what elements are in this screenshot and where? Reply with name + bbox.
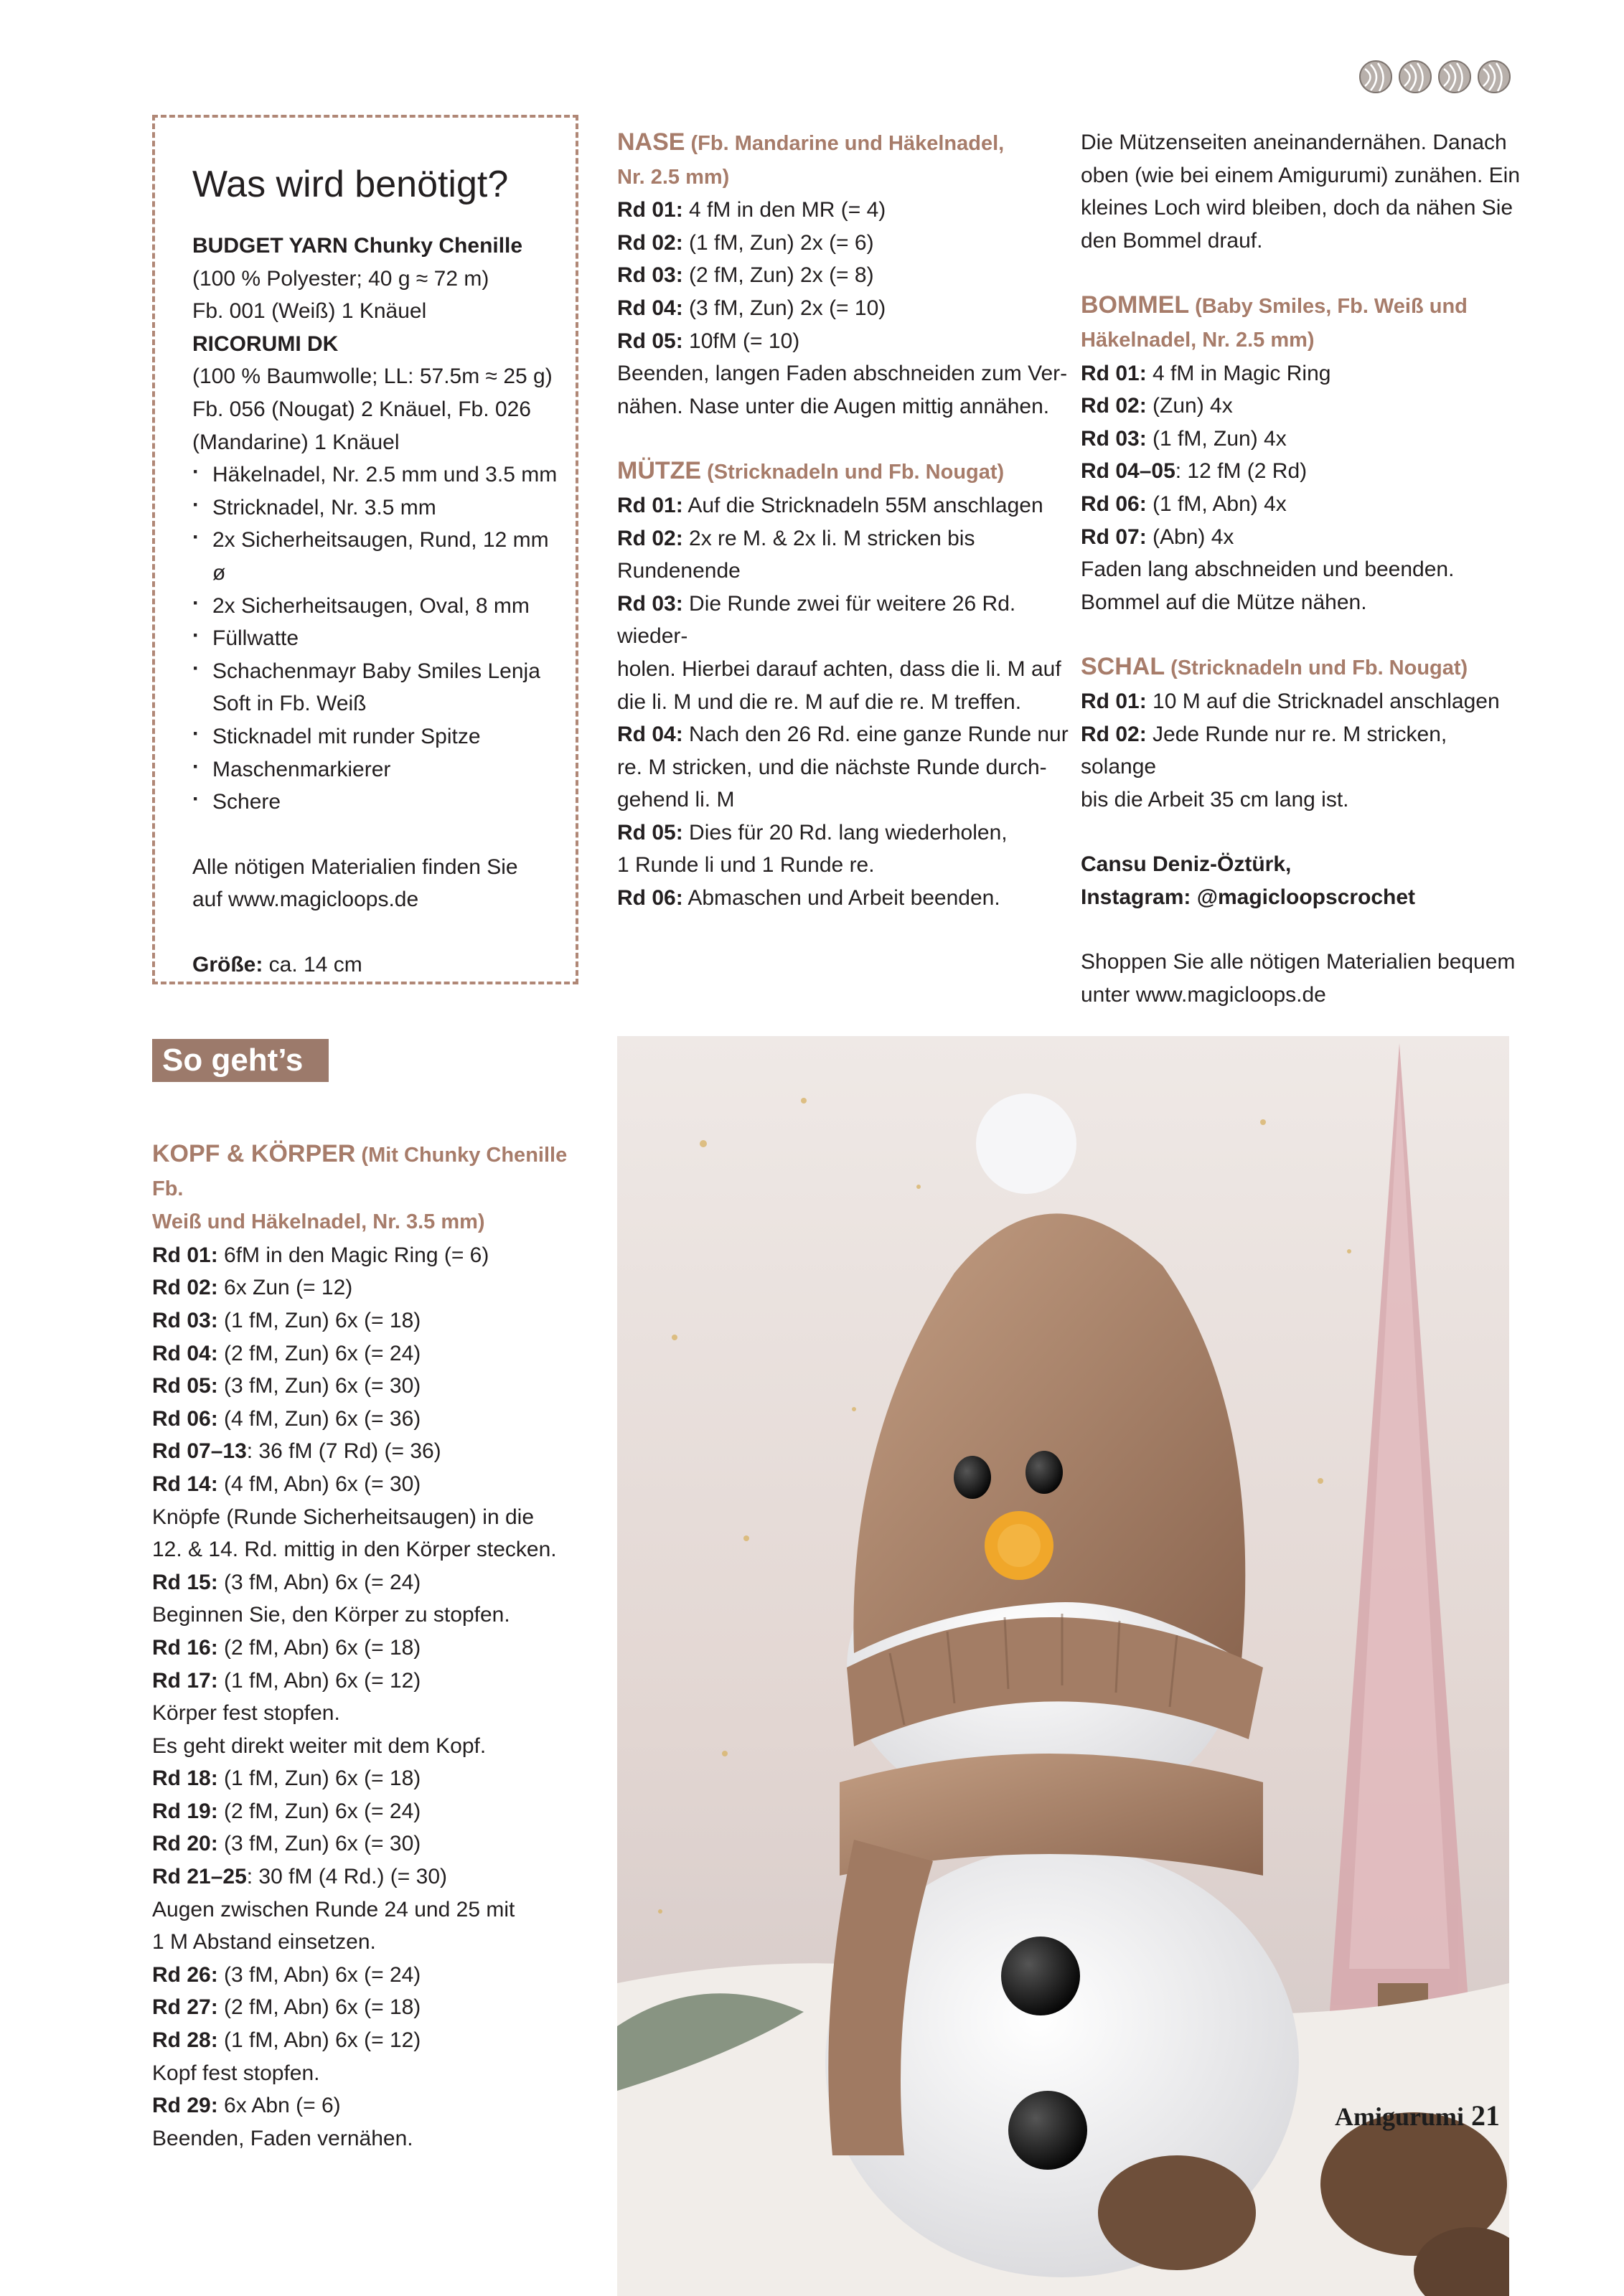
instruction-row xyxy=(152,1795,597,1828)
row-text: (4 fM, Zun) 6x (= 36) xyxy=(217,1406,421,1431)
bommel-heading-2: Häkelnadel, Nr. 2.5 mm) xyxy=(1081,328,1315,352)
instruction-row xyxy=(617,588,1076,653)
nase-heading: NASE (Fb. Mandarine und Häkelnadel, xyxy=(617,128,1005,156)
row-text: (2 fM, Zun) 6x (= 24) xyxy=(217,1799,421,1823)
row-label: Rd 15: xyxy=(152,1570,218,1594)
kopf-koerper-section xyxy=(152,1138,597,2155)
page-number: 21 xyxy=(1471,2099,1500,2132)
instruction-row xyxy=(617,849,1076,882)
yarn2-color: Fb. 056 (Nougat) 2 Knäuel, Fb. 026 xyxy=(192,397,531,421)
row-label: Rd 29: xyxy=(152,2094,218,2118)
instruction-row xyxy=(152,1827,597,1860)
instruction-row xyxy=(152,1665,597,1698)
row-label: Rd 01: xyxy=(1081,689,1147,713)
yarn-balls-icon xyxy=(1358,59,1513,95)
kopf-heading: KOPF & KÖRPER (Mit Chunky Chenille Fb. xyxy=(152,1140,568,1200)
row-text: (1 fM, Zun) 4x xyxy=(1146,426,1287,451)
row-text: Beenden, Faden vernähen. xyxy=(152,2126,413,2150)
instruction-row xyxy=(617,784,1076,817)
kopf-heading-2: Weiß und Häkelnadel, Nr. 3.5 mm) xyxy=(152,1210,485,1234)
row-label: Rd 02: xyxy=(1081,722,1147,746)
tool-item: · Schachenmayr Baby Smiles Lenja xyxy=(192,655,565,688)
instruction-row xyxy=(617,751,1076,784)
row-text: 6x Zun (= 12) xyxy=(217,1276,353,1300)
tool-item: · Stricknadel, Nr. 3.5 mm xyxy=(192,491,565,524)
instruction-row xyxy=(1081,586,1526,619)
row-text: Jede Runde nur re. M stricken, solange xyxy=(1081,722,1447,779)
instruction-row xyxy=(617,555,1076,588)
instruction-row xyxy=(152,1959,597,1992)
yarn2-name: RICORUMI DK xyxy=(192,331,339,356)
tool-item: · 2x Sicherheitsaugen, Oval, 8 mm xyxy=(192,590,565,623)
row-label: Rd 20: xyxy=(152,1832,218,1856)
row-label: Rd 07–13 xyxy=(152,1439,247,1464)
row-text: (1 fM, Abn) 6x (= 12) xyxy=(217,2028,421,2053)
instruction-row xyxy=(152,1501,597,1534)
instruction-row xyxy=(152,2122,597,2155)
intro-line: den Bommel drauf. xyxy=(1081,228,1263,253)
instruction-row xyxy=(152,1860,597,1893)
row-text: (2 fM, Zun) 6x (= 24) xyxy=(217,1341,421,1365)
size-line xyxy=(192,949,565,982)
instruction-row xyxy=(152,1893,597,1926)
kopf-rows xyxy=(152,1239,597,2155)
row-label: Rd 19: xyxy=(152,1799,218,1823)
row-text: (1 fM, Zun) 2x (= 6) xyxy=(682,230,874,255)
instruction-row xyxy=(152,1697,597,1730)
row-text: Beenden, langen Faden abschneiden zum Ver- xyxy=(617,362,1068,386)
yarn1-desc: (100 % Polyester; 40 g ≈ 72 m) xyxy=(192,266,489,291)
row-text: 1 M Abstand einsetzen. xyxy=(152,1930,376,1954)
row-text: (3 fM, Zun) 2x (= 10) xyxy=(682,296,886,320)
row-label: Rd 06: xyxy=(1081,491,1147,516)
yarn1-name: BUDGET YARN Chunky Chenille xyxy=(192,234,523,258)
row-label: Rd 03: xyxy=(617,591,683,616)
row-label: Rd 05: xyxy=(152,1374,218,1398)
row-label: Rd 01: xyxy=(617,493,683,517)
muetze-heading: MÜTZE (Stricknadeln und Fb. Nougat) xyxy=(617,457,1005,485)
row-text: 10 M auf die Stricknadel anschlagen xyxy=(1146,689,1500,713)
tool-item: · Füllwatte xyxy=(192,622,565,655)
instruction-row xyxy=(152,1403,597,1436)
row-label: Rd 02: xyxy=(1081,394,1147,418)
row-label: Rd 02: xyxy=(617,230,683,255)
row-text: Augen zwischen Runde 24 und 25 mit xyxy=(152,1897,515,1921)
row-label: Rd 01: xyxy=(152,1243,218,1267)
instruction-row xyxy=(1081,357,1526,390)
instruction-row xyxy=(152,2024,597,2057)
row-text: (3 fM, Abn) 6x (= 24) xyxy=(217,1570,421,1594)
row-label: Rd 02: xyxy=(152,1276,218,1300)
materials-title: Was wird benötigt? xyxy=(192,164,509,205)
row-text: re. M stricken, und die nächste Runde durch- xyxy=(617,755,1047,779)
row-label: Rd 26: xyxy=(152,1962,218,1987)
row-text: nähen. Nase unter die Augen mittig annähen. xyxy=(617,394,1050,418)
row-label: Rd 04: xyxy=(617,723,683,747)
row-text: Es geht direkt weiter mit dem Kopf. xyxy=(152,1733,487,1758)
yarn2-color-2: (Mandarine) 1 Knäuel xyxy=(192,430,400,454)
instruction-row xyxy=(152,1239,597,1272)
row-label: Rd 03: xyxy=(152,1308,218,1332)
row-label: Rd 07: xyxy=(1081,524,1147,549)
row-text: (1 fM, Zun) 6x (= 18) xyxy=(217,1766,421,1791)
row-text: (1 fM, Abn) 4x xyxy=(1146,491,1287,516)
shop-url: unter www.magicloops.de xyxy=(1081,983,1326,1007)
instruction-row xyxy=(152,1730,597,1763)
row-label: Rd 28: xyxy=(152,2028,218,2053)
row-text: Dies für 20 Rd. lang wiederholen, xyxy=(682,820,1008,844)
middle-column xyxy=(617,126,1076,915)
row-label: Rd 03: xyxy=(1081,426,1147,451)
row-label: Rd 14: xyxy=(152,1472,218,1496)
instruction-row xyxy=(152,1762,597,1795)
instruction-row xyxy=(1081,685,1526,718)
nase-heading-2: Nr. 2.5 mm) xyxy=(617,165,730,189)
row-text: 1 Runde li und 1 Runde re. xyxy=(617,853,875,878)
instruction-row xyxy=(617,390,1076,423)
row-text: (2 fM, Zun) 2x (= 8) xyxy=(682,263,874,288)
tool-item: · Häkelnadel, Nr. 2.5 mm und 3.5 mm xyxy=(192,458,565,491)
instruction-row xyxy=(617,718,1076,751)
row-label: Rd 17: xyxy=(152,1668,218,1693)
row-text: Beginnen Sie, den Körper zu stopfen. xyxy=(152,1603,510,1627)
row-text: 4 fM in den MR (= 4) xyxy=(682,198,886,222)
row-text: (3 fM, Abn) 6x (= 24) xyxy=(217,1962,421,1987)
instruction-row xyxy=(1081,390,1526,423)
row-text: Rundenende xyxy=(617,559,741,583)
row-label: Rd 04: xyxy=(617,296,683,320)
row-text: (2 fM, Abn) 6x (= 18) xyxy=(217,1635,421,1660)
row-text: Nach den 26 Rd. eine ganze Runde nur xyxy=(682,723,1069,747)
row-label: Rd 02: xyxy=(617,526,683,550)
row-text: holen. Hierbei darauf achten, dass die li. M auf xyxy=(617,657,1061,681)
materials-list xyxy=(192,230,565,981)
instruction-row xyxy=(617,489,1076,522)
muetze-rows xyxy=(617,489,1076,915)
row-text: 12. & 14. Rd. mittig in den Körper stecken. xyxy=(152,1538,557,1562)
row-label: Rd 05: xyxy=(617,329,683,353)
row-label: Rd 06: xyxy=(617,886,683,911)
so-gehts-banner: So geht’s xyxy=(152,1039,329,1082)
magazine-name: Amigurumi xyxy=(1335,2102,1464,2131)
row-text: (3 fM, Zun) 6x (= 30) xyxy=(217,1374,421,1398)
row-text: (2 fM, Abn) 6x (= 18) xyxy=(217,1995,421,2020)
instruction-row xyxy=(152,2089,597,2122)
instruction-row xyxy=(1081,423,1526,456)
row-label: Rd 03: xyxy=(617,263,683,288)
tool-item: · Schere xyxy=(192,786,565,819)
author-name: Cansu Deniz-Öztürk, xyxy=(1081,852,1292,877)
instruction-row xyxy=(152,2057,597,2090)
schal-heading: SCHAL (Stricknadeln und Fb. Nougat) xyxy=(1081,653,1468,681)
row-text: Bommel auf die Mütze nähen. xyxy=(1081,590,1367,614)
row-text: (1 fM, Zun) 6x (= 18) xyxy=(217,1308,421,1332)
instruction-row xyxy=(617,882,1076,915)
row-text: 4 fM in Magic Ring xyxy=(1146,361,1331,385)
instruction-row xyxy=(152,1991,597,2024)
row-text: Körper fest stopfen. xyxy=(152,1701,340,1726)
instruction-row xyxy=(152,1271,597,1304)
intro-line: oben (wie bei einem Amigurumi) zunähen. Ein xyxy=(1081,163,1520,187)
instruction-row xyxy=(152,1599,597,1632)
instruction-row xyxy=(617,227,1076,260)
tool-item: · 2x Sicherheitsaugen, Rund, 12 mm ø xyxy=(192,524,565,589)
instruction-row xyxy=(617,357,1076,390)
materials-note-url: auf www.magicloops.de xyxy=(192,888,419,912)
tool-item-continued: Soft in Fb. Weiß xyxy=(212,692,367,716)
yarn1-color: Fb. 001 (Weiß) 1 Knäuel xyxy=(192,299,427,324)
row-text: 6x Abn (= 6) xyxy=(217,2094,341,2118)
instruction-row xyxy=(1081,784,1526,817)
intro-line: kleines Loch wird bleiben, doch da nähen Sie xyxy=(1081,196,1513,220)
tool-item: · Maschenmarkierer xyxy=(192,753,565,786)
row-label: Rd 05: xyxy=(617,820,683,844)
row-text: 10fM (= 10) xyxy=(682,329,800,353)
row-text: (Abn) 4x xyxy=(1146,524,1234,549)
instruction-row xyxy=(1081,521,1526,554)
row-text: (1 fM, Abn) 6x (= 12) xyxy=(217,1668,421,1693)
row-text: gehend li. M xyxy=(617,788,735,812)
row-text: Auf die Stricknadeln 55M anschlagen xyxy=(682,493,1043,517)
row-label: Rd 21–25 xyxy=(152,1865,247,1889)
row-label: Rd 18: xyxy=(152,1766,218,1791)
instruction-row xyxy=(1081,455,1526,488)
row-text: (Zun) 4x xyxy=(1146,394,1233,418)
instruction-row xyxy=(152,1468,597,1501)
right-column xyxy=(1081,126,1526,1012)
row-text: (4 fM, Abn) 6x (= 30) xyxy=(217,1472,421,1496)
schal-rows xyxy=(1081,685,1526,816)
instruction-row xyxy=(617,686,1076,719)
row-text: : 36 fM (7 Rd) (= 36) xyxy=(246,1439,441,1464)
shop-line: Shoppen Sie alle nötigen Materialien bequem xyxy=(1081,950,1516,974)
instruction-row xyxy=(617,259,1076,292)
instruction-row xyxy=(617,194,1076,227)
row-text: (3 fM, Zun) 6x (= 30) xyxy=(217,1832,421,1856)
instruction-row xyxy=(152,1533,597,1566)
instruction-row xyxy=(617,325,1076,358)
row-label: Rd 01: xyxy=(1081,361,1147,385)
instruction-row xyxy=(617,817,1076,850)
footer-label xyxy=(1335,2099,1500,2132)
yarn2-desc: (100 % Baumwolle; LL: 57.5m ≈ 25 g) xyxy=(192,364,553,389)
author-instagram: Instagram: @magicloopscrochet xyxy=(1081,885,1416,909)
row-label: Rd 04–05 xyxy=(1081,459,1175,484)
instruction-row xyxy=(617,653,1076,686)
row-label: Rd 04: xyxy=(152,1341,218,1365)
row-text: Faden lang abschneiden und beenden. xyxy=(1081,557,1455,582)
row-label: Rd 06: xyxy=(152,1406,218,1431)
instruction-row xyxy=(152,1926,597,1959)
row-text: : 12 fM (2 Rd) xyxy=(1175,459,1308,484)
instruction-row xyxy=(152,1632,597,1665)
size-value: ca. 14 cm xyxy=(263,952,362,977)
nase-rows xyxy=(617,194,1076,423)
row-text: Knöpfe (Runde Sicherheitsaugen) in die xyxy=(152,1505,535,1529)
row-text: Abmaschen und Arbeit beenden. xyxy=(682,886,1000,911)
instruction-row xyxy=(1081,488,1526,521)
row-text: 6fM in den Magic Ring (= 6) xyxy=(217,1243,489,1267)
row-label: Rd 01: xyxy=(617,198,683,222)
row-label: Rd 27: xyxy=(152,1995,218,2020)
instruction-row xyxy=(152,1337,597,1370)
intro-line: Die Mützenseiten aneinandernähen. Danach xyxy=(1081,131,1507,154)
row-text: Kopf fest stopfen. xyxy=(152,2061,320,2085)
tool-item: · Sticknadel mit runder Spitze xyxy=(192,720,565,753)
row-label: Rd 16: xyxy=(152,1635,218,1660)
bommel-rows xyxy=(1081,357,1526,619)
instruction-row xyxy=(1081,718,1526,784)
bommel-heading: BOMMEL (Baby Smiles, Fb. Weiß und xyxy=(1081,291,1468,319)
row-text: : 30 fM (4 Rd.) (= 30) xyxy=(246,1865,448,1889)
instruction-row xyxy=(152,1435,597,1468)
instruction-row xyxy=(617,292,1076,325)
row-text: bis die Arbeit 35 cm lang ist. xyxy=(1081,787,1349,811)
row-text: Die Runde zwei für weitere 26 Rd. wieder- xyxy=(617,591,1016,649)
row-text: 2x re M. & 2x li. M stricken bis xyxy=(682,526,975,550)
instruction-row xyxy=(152,1566,597,1599)
instruction-row xyxy=(152,1370,597,1403)
size-label: Größe: xyxy=(192,952,263,977)
instruction-row xyxy=(152,1304,597,1337)
instruction-row xyxy=(617,522,1076,555)
materials-note: Alle nötigen Materialien finden Sie xyxy=(192,855,518,879)
instruction-row xyxy=(1081,553,1526,586)
row-text: die li. M und die re. M auf die re. M treffen. xyxy=(617,690,1022,714)
